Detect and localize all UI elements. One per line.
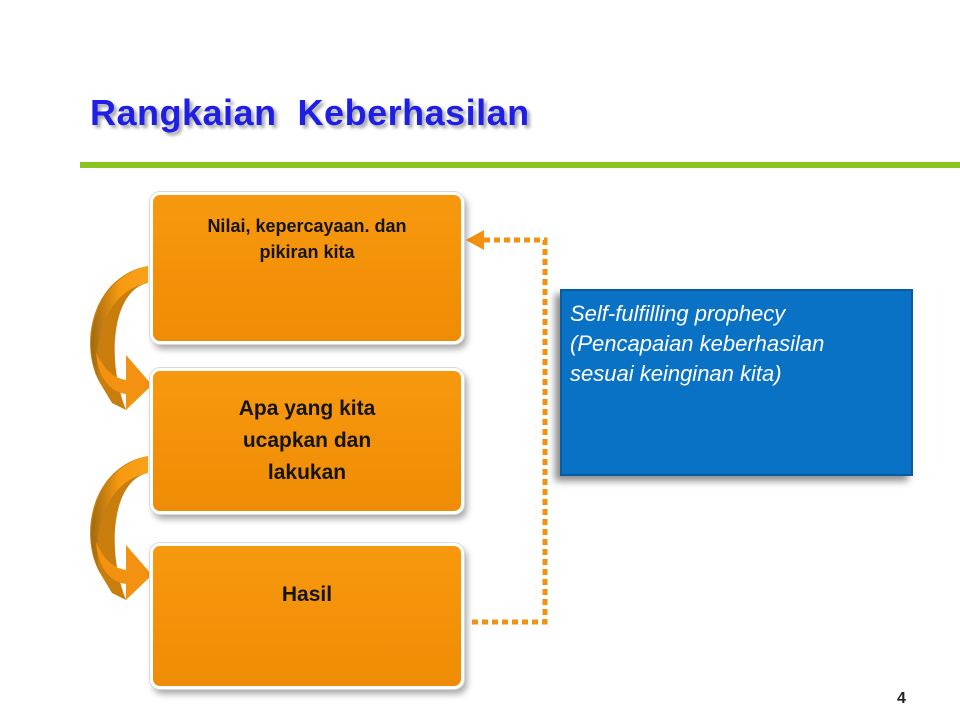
step-label: Hasil: [281, 583, 333, 606]
callout-text: Self-fulfilling prophecy (Pencapaian keberhasilan sesuai keinginan kita): [570, 301, 825, 386]
step-label: Apa yang kita ucapkan dan lakukan: [238, 397, 376, 484]
curved-arrow-icon: [90, 266, 152, 410]
prophecy-callout: [560, 289, 913, 476]
dotted-feedback-arrow-icon: [466, 230, 545, 622]
curved-arrow-icon: [90, 456, 152, 600]
page-number: 4: [897, 690, 906, 707]
slide-title: Rangkaian Keberhasilan: [90, 92, 530, 133]
flow-step-result: [150, 543, 464, 689]
flow-step-values-beliefs-thoughts: [150, 192, 464, 344]
flow-step-words-actions: [150, 368, 464, 514]
step-label: Nilai, kepercayaan. dan pikiran kita: [207, 216, 407, 262]
